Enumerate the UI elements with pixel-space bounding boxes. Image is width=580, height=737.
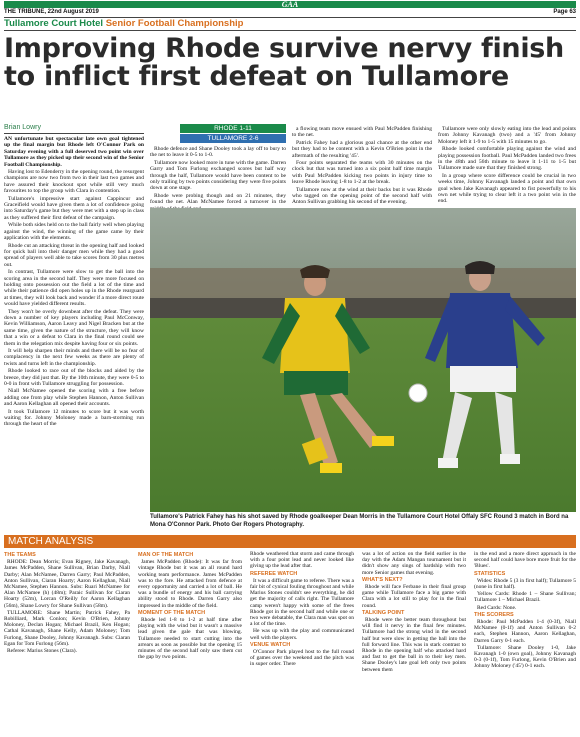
motm-text: James McPadden (Rhode): It was far from vintage Rhode but it was an all round hard working team performance. James McPadden was to the fore. He attacked from defence at every opportunity and carried a lot of ball. He was a bundle of energy and his ball carrying ability stood to Rhode. Darren Garry also impressed in the middle of the field.: [138, 559, 242, 609]
score-rhode: RHODE 1-11: [180, 124, 286, 133]
headline: Improving Rhode survive nervy finish to inflict first defeat on Tullamore: [4, 33, 564, 92]
paragraph: Rhode cut an attacking threat in the opening half and looked for quick ball into their danger men while they had a good spread of players well able to take scores from 30 plus metres out.: [4, 242, 144, 268]
paragraph: Four points separated the teams with 30 minutes on the clock but that was turned into a six point half time margin with Paul McPadden kicking two points in injury time to leave Rhode leaving 1-8 to 1-2 at the break.: [292, 160, 432, 186]
analysis-col-4: [362, 551, 466, 737]
scorers-rhode: Rhode: Paul McPadden 1-4 (0-3f), Niall McNamee (0-1f) and Anton Sullivan 0-2 each, Stephen Hannon, Aaron Kellaghan, Darren Garry 0-1 each.: [474, 619, 576, 644]
divider: [4, 133, 144, 134]
stats-heading: STATISTICS: [474, 570, 506, 577]
paragraph: In a group where score difference could be crucial in two weeks time, Johnny Kavanagh landed a point and that own goal when Jake Kavanagh appeared to fist powerfully to his own net while trying to clear left it a two point win in the end.: [438, 172, 576, 205]
analysis-col-2: [138, 551, 242, 737]
talking-heading: TALKING POINT: [362, 609, 405, 616]
paragraph: Patrick Fahey had a glorious goal chance at the other end but they had to be content with a Kevin O'Brien point in the aftermath of the resulting '45'.: [292, 139, 432, 159]
section-label: GAA: [281, 0, 299, 9]
paper-date: THE TRIBUNE, 22nd August 2019: [4, 9, 99, 15]
scorers-heading: THE SCORERS: [474, 611, 514, 618]
page-number: Page 63: [553, 9, 576, 15]
paragraph: While both sides held on to the ball fairly well when playing against the wind, the winning of the game came by their application with the elements.: [4, 222, 144, 242]
stats-wides: Wides: Rhode 5 (3 in first half); Tullamore 5 (none in first half).: [474, 577, 576, 591]
paragraph: Rhode looked comfortable playing against the wind and playing possession football. Paul McPadden landed two frees in the 48th and 56th minute to leave it 1-11 to 1-5 but Tullamore made sure that they finished strong.: [438, 146, 576, 172]
venue-text: O'Connor Park played host to the full round of games over the weekend and the pitch was in super order. There: [250, 649, 354, 668]
teams-tullamore: TULLAMORE: Shane Martin; Patrick Fahey, Pa Robilliard, Mark Conlon; Kevin O'Brien, Johnny Moloney, Declan Hogan; Michael Brazil, Ken Hogan; Cathal Kavanagh, Shane Kelly, Adam Moloney; Tom Furlong, Shane Dooley, Johnny Kavanagh. Subs: Ciaran Egan for Tom Furlong (56m).: [4, 609, 130, 647]
paragraph: In contrast, Tullamore were slow to get the ball into the scoring area in the second half. They were more focused on holding onto possession out the field a lot of the time and while their patience did open holes up in the Rhode rearguard at times, they will look back and wonder if a more direct route would have yielded different results.: [4, 269, 144, 308]
match-photo: [150, 208, 576, 512]
sponsor-hotel: Tullamore Court Hotel: [4, 18, 104, 29]
analysis-title: MATCH ANALYSIS: [8, 536, 94, 547]
score-tullamore: TULLAMORE 2-6: [180, 134, 286, 143]
photo-caption: Tullamore's Patrick Fahey has his shot saved by Rhode goalkeeper Dean Morris in the Tullamore Court Hotel Offaly SFC Round 3 match in Bord na Mona O'Connor Park. Photo Ger Rogers Photography.: [150, 514, 569, 528]
lead-paragraph: AN unfortunate but spectacular late own goal tightened up the final margin but Rhode left O'Connor Park on Saturday evening with a full deserved two point win over Tullamore as they picked up their second win of the Senior Football Championship.: [4, 136, 144, 168]
article-col-2: [150, 146, 286, 206]
byline: Brian Lowry: [4, 124, 41, 131]
paragraph: Niall McNamee opened the scoring with a free before adding one from play while Stephen Hannon, Anton Sullivan and Aaron Kellaghan all opened their accounts.: [4, 388, 144, 408]
paragraph: Having lost to Edenderry in the opening round, the resurgent champions are now two from two in their last two games and have assured their knockout spot while still very much favourites to top the group with Clara in contention.: [4, 169, 144, 195]
football: [409, 384, 427, 402]
article-col-1: [4, 136, 144, 532]
moment-text: Rhode led 1-8 to 1-2 at half time after playing with the wind but it wasn't a massive lead given the gale that was blowing. Tullamore needed to start cutting into the arrears as soon as possible but the opening 15 minutes of the second half only saw them cut the gap by two points.: [138, 617, 242, 661]
paragraph: Tullamore's impressive start against Cappincur and Graceifield would have given them a lot of confidence going into Saturday's game but they were met with a step up in class as they suffered their first defeat of the campaign.: [4, 195, 144, 221]
paragraph: Rhode were probing though and on 21 minutes, they found the net. Alan McNamee forced a turnover in the: [150, 192, 286, 206]
motm-heading: MAN OF THE MATCH: [138, 552, 194, 558]
referee-line: Referee: Marius Stones (Clara).: [7, 648, 77, 655]
analysis-continued: was a lot of action on the field earlier in the day with the Adam Mangan tournament but it didn't show any sings of hardship with two more Senior games that evening.: [362, 551, 466, 576]
paragraph: Tullamore now looked more in tune with the game. Darren Garry and Tom Furlong exchanged scores but half way through the half, Tullamore would have been content to be only trailing by two points considering they were five points down at one stage.: [150, 159, 286, 192]
paragraph: They won't be overly downbeat after the defeat. They were down a number of key players including Paul McConway, Kevin Williamson, Aaron Leavy and Nigel Bracken but at the same time, given the nature of the structure, they will know that a win or a defeat to Clara in the final round could see them in the relegation mix despite having four or six points.: [4, 308, 144, 347]
analysis-col-1: [4, 551, 130, 737]
analysis-continued: Rhode weathered that storm and came through with a four point lead and never looked like giving up the lead after that.: [250, 551, 354, 570]
next-text: Rhode will face Ferbane in their final group game while Tullamore face a big game with Clara with a lot still to play for in the final round.: [362, 584, 466, 609]
paragraph: Tullamore now at the wind at their backs but it was Rhode who tagged on the opening point of the second half with Anton Sullivan grabbing his second of the evening.: [292, 186, 432, 206]
talking-text: Rhode were the better team throughout but will find it nervy in the final few minutes. Tullamore had the strong wind in the second half but were slow in getting the ball into the full forward line. This was in stark contrast to Rhode in the opening half who attacked hard and fast to get the ball in to their key men. Shane Dooley's late goal left only two points between them: [362, 617, 466, 673]
referee-heading: REFEREE WATCH: [250, 570, 298, 577]
article-col-3: [292, 126, 432, 206]
analysis-col-5: [474, 551, 576, 737]
paragraph: Tullamore were only slowly eating into the lead and points from Johnny Kavanagh (two) and a '45' from Johnny Moloney left it 1-9 to 1-5 with 15 minutes to go.: [438, 126, 576, 145]
sponsor-line: [4, 18, 243, 29]
paragraph: Rhode defence and Shane Dooley took a lay off to bury to the net to leave it 0-5 to 1-0.: [150, 146, 286, 159]
paragraph: Rhode looked to race out of the blocks and aided by the breeze, they did just that. By the 10th minute, they were 0-5 to 0-0 in front with Tullamore struggling for possession.: [4, 368, 144, 388]
article-col-4: [438, 126, 576, 206]
referee-text: It was a difficult game to referee. There was a fair bit of cynical fouling throughout and while Marius Stones couldn't see everything, he did get the majority of calls right. The Tullamore camp weren't happy with some of the frees Rhode got in the second half and while one or two were debatable, the Clara man was spot on a lot of the time.: [250, 577, 354, 628]
next-heading: WHAT'S NEXT?: [362, 576, 403, 583]
analysis-col-3: [250, 551, 354, 737]
teams-rhode: RHODE: Dean Morris; Evan Rigney, Jake Kavanagh, James McPadden, Shane Sullivan, Brian Darby, Niall Darby; Alan McNamee, Darren Garry; Paul McPadden, Anton Sullivan, Ciaran Hoarty; Aaron Kellaghan, Niall McNamee, Stephen Hannon. Subs: Ruari McNamee for Alan McNamee (h) (48m); Paraic Sullivan for Ciaran Hoarty (52m), Lorcan O'Reilly for Aaron Kellaghan (56m), Shane Lowry for Shane Sullivan (58m).: [4, 559, 130, 609]
analysis-continued: in the end and a more direct approach in the second half could have bore more fruit for the 'Blues'.: [474, 551, 576, 570]
teams-heading: THE TEAMS: [4, 552, 36, 558]
stats-yellow: Yellow Cards: Rhode 1 – Shane Sullivan; Tullamore 1 – Michael Brazil.: [474, 591, 576, 604]
paragraph: It took Tullamore 12 minutes to score but it was worth waiting for. Johnny Moloney made a barn-storming run through the heart of the: [4, 408, 144, 428]
scorers-tullamore: Tullamore: Shane Dooley 1-0, Jake Kavanagh 1-0 (own goal), Johnny Kavanagh 0-3 (0-1f), Tom Furlong, Kevin O'Brien and Johnny Moloney ('45') 0-1 each.: [474, 644, 576, 670]
divider: [4, 30, 576, 31]
photo-illustration: [150, 208, 576, 512]
moment-heading: MOMENT OF THE MATCH: [138, 609, 206, 616]
stats-red: Red Cards: None.: [477, 604, 517, 611]
referee-text: He was up with the play and communicated well with the players.: [250, 628, 354, 641]
paragraph: a flowing team move ensued with Paul McPadden finishing to the net.: [292, 126, 432, 139]
paragraph: It will help sharpen their minds and there will be no fear of complacency in the next few weeks as there are plenty of twists and turns left in the championship.: [4, 348, 144, 367]
score-box: [180, 124, 286, 143]
venue-heading: VENUE WATCH: [250, 641, 291, 648]
sponsor-championship: Senior Football Championship: [105, 18, 244, 29]
